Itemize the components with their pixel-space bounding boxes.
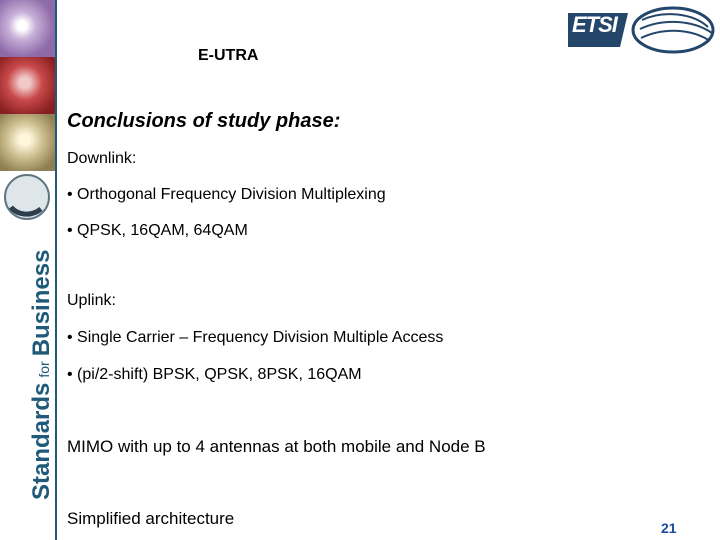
- bullet-item: • QPSK, 16QAM, 64QAM: [67, 222, 248, 239]
- standards-for-business-label: StandardsforBusiness: [28, 249, 55, 500]
- slide-heading: Conclusions of study phase:: [67, 110, 341, 132]
- downlink-label: Downlink:: [67, 150, 137, 167]
- sidebar-image-tile: [0, 57, 55, 114]
- page-number: 21: [661, 520, 677, 536]
- bullet-item: • (pi/2-shift) BPSK, QPSK, 8PSK, 16QAM: [67, 366, 362, 383]
- sidebar-image-tile: [0, 114, 55, 171]
- bullet-item: • Orthogonal Frequency Division Multiplexing: [67, 186, 386, 203]
- architecture-line: Simplified architecture: [67, 509, 235, 528]
- bullet-item: • Single Carrier – Frequency Division Multiple Access: [67, 329, 444, 346]
- mimo-line: MIMO with up to 4 antennas at both mobile and Node B: [67, 437, 486, 456]
- uplink-label: Uplink:: [67, 292, 116, 309]
- etsi-logo-text: ETSI: [572, 12, 617, 37]
- globe-icon: [3, 173, 51, 221]
- sidebar: [0, 0, 57, 540]
- section-title: E-UTRA: [198, 47, 259, 64]
- sidebar-image-tile: [0, 0, 55, 57]
